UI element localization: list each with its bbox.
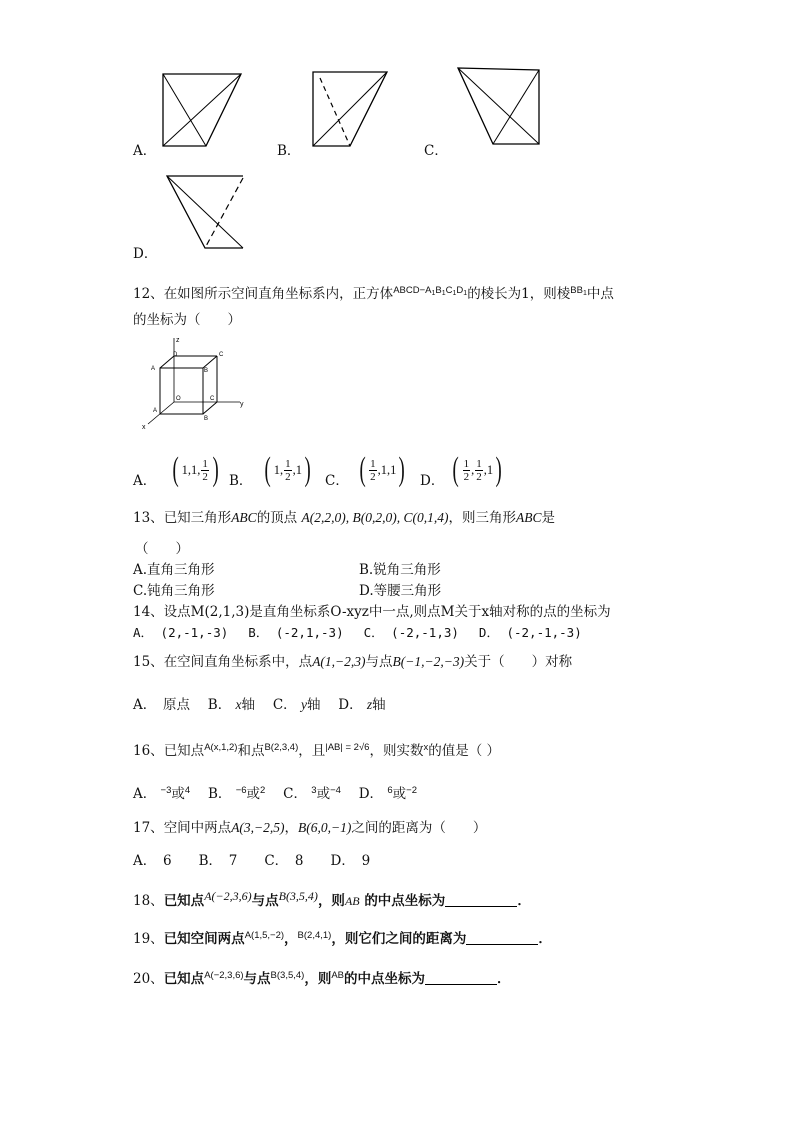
vertex-label: B bbox=[204, 416, 209, 422]
q18-stem: 18、已知点A(−2,3,6)与点B(3,5,4)，则AB 的中点坐标为 ． bbox=[133, 889, 531, 909]
vertex-label: D bbox=[173, 352, 178, 358]
question-number: 16、 bbox=[133, 743, 164, 759]
option-label: C． bbox=[325, 473, 349, 489]
option-label: A． bbox=[133, 473, 157, 489]
triangle-vertices: A(2,2,0), B(0,2,0), C(0,1,4) bbox=[301, 510, 449, 525]
axis-label-z: z bbox=[176, 337, 180, 344]
option-label: D． bbox=[133, 246, 158, 262]
q17-stem: 17、空间中两点A(3,−2,5)，B(6,0,−1)之间的距离为（ ） bbox=[133, 820, 487, 836]
answer-blank[interactable] bbox=[425, 972, 497, 985]
q11-figure-a bbox=[160, 72, 244, 148]
question-number: 17、 bbox=[133, 820, 164, 836]
option-label: B． bbox=[229, 473, 253, 489]
question-number: 18、 bbox=[133, 893, 164, 909]
q13-option-a: A.直角三角形 bbox=[133, 562, 215, 578]
q11-figure-d bbox=[163, 172, 247, 252]
edge-name: BB1 bbox=[570, 285, 587, 297]
stem-text: 在如图所示空间直角坐标系内，正方体 bbox=[163, 286, 394, 302]
cube-coordinate-figure bbox=[140, 332, 248, 432]
option-label: B． bbox=[277, 143, 301, 159]
q17-options: A． 6 B． 7 C． 8 D． 9 bbox=[133, 853, 371, 869]
q13-paren: （ ） bbox=[135, 541, 189, 557]
axis-label-x: x bbox=[142, 424, 146, 431]
q14-options: A． (2,-1,-3) B． (-2,1,-3) C． (-2,-1,3) D． (-2,-1,-3) bbox=[133, 625, 582, 640]
option-label: D． bbox=[420, 473, 445, 489]
q13-stem: 13、已知三角形ABC的顶点 A(2,2,0), B(0,2,0), C(0,1,4)，则三角形ABC是 bbox=[133, 510, 555, 526]
q15-stem: 15、在空间直角坐标系中，点A(1,−2,3)与点B(−1,−2,−3)关于（ ）对称 bbox=[133, 654, 573, 670]
q14-stem: 14、设点M(2,1,3)是直角坐标系O-xyz中一点,则点M关于x轴对称的点的坐标为 bbox=[133, 604, 611, 620]
q11-figure-c bbox=[456, 66, 542, 146]
option-label: C． bbox=[424, 143, 448, 159]
axis-label-y: y bbox=[240, 401, 244, 408]
vertex-label: A bbox=[153, 408, 158, 414]
option-label: A． bbox=[133, 143, 157, 159]
q13-option-b: B.锐角三角形 bbox=[359, 562, 441, 578]
vertex-label: A bbox=[151, 366, 156, 372]
q20-stem: 20、已知点$^{A(-2,3,6)}$与点$^{B(3,5,4)}$，则$^{AB}$的中点坐标为 ． bbox=[133, 970, 511, 987]
q15-options: A． 原点 B． x轴 C． y轴 D． z轴 bbox=[133, 697, 386, 713]
question-number: 12、 bbox=[133, 286, 164, 302]
q13-option-d: D.等腰三角形 bbox=[359, 583, 442, 599]
q16-stem: 16、已知点$^{A(x,1,2)}$和点$^{B(2,3,4)}$，且$^{|AB| = 2√6}$，则实数$^x$的值是（ ） bbox=[133, 742, 501, 759]
vertex-label: O bbox=[176, 396, 181, 402]
q12-stem bbox=[133, 282, 614, 303]
q13-option-c: C.钝角三角形 bbox=[133, 583, 215, 599]
vertex-label: B bbox=[204, 368, 209, 374]
answer-blank[interactable] bbox=[445, 894, 517, 907]
stem-text: 的棱长为1，则棱 bbox=[467, 286, 571, 302]
answer-blank[interactable] bbox=[466, 932, 538, 945]
question-number: 19、 bbox=[133, 931, 164, 947]
q12-stem-line2: 的坐标为（ ） bbox=[133, 312, 241, 328]
q16-options: A． $^{-3}$或$^4$ B． $^{-6}$或$^2$ C． $^3$或$^{-4}$ D． $^6$或$^{-2}$ bbox=[133, 785, 417, 802]
stem-text: 中点 bbox=[586, 286, 614, 302]
q12-option-b: B． ( 1, $\frac{1}{2}$ ,1 ) bbox=[229, 451, 311, 489]
cube-name: ABCD−A1B1C1D1 bbox=[393, 285, 468, 297]
question-number: 13、 bbox=[133, 510, 164, 526]
vertex-label: C bbox=[219, 352, 224, 358]
q19-stem: 19、已知空间两点$^{A(1,5,-2)}$，$^{B(2,4,1)}$，则它们之间的距离为 ． bbox=[133, 930, 552, 947]
vertex-label: C bbox=[210, 396, 215, 402]
q12-option-a: A． ( 1,1, $\frac{1}{2}$ ) bbox=[133, 451, 219, 489]
question-number: 20、 bbox=[133, 971, 164, 987]
q12-option-d: D． ( $\frac{1}{2}$ , $\frac{1}{2}$ ,1 ) bbox=[420, 451, 502, 489]
q12-option-c: C． ( $\frac{1}{2}$ ,1,1 ) bbox=[325, 451, 406, 489]
question-number: 15、 bbox=[133, 654, 164, 670]
q11-figure-b bbox=[310, 70, 390, 148]
